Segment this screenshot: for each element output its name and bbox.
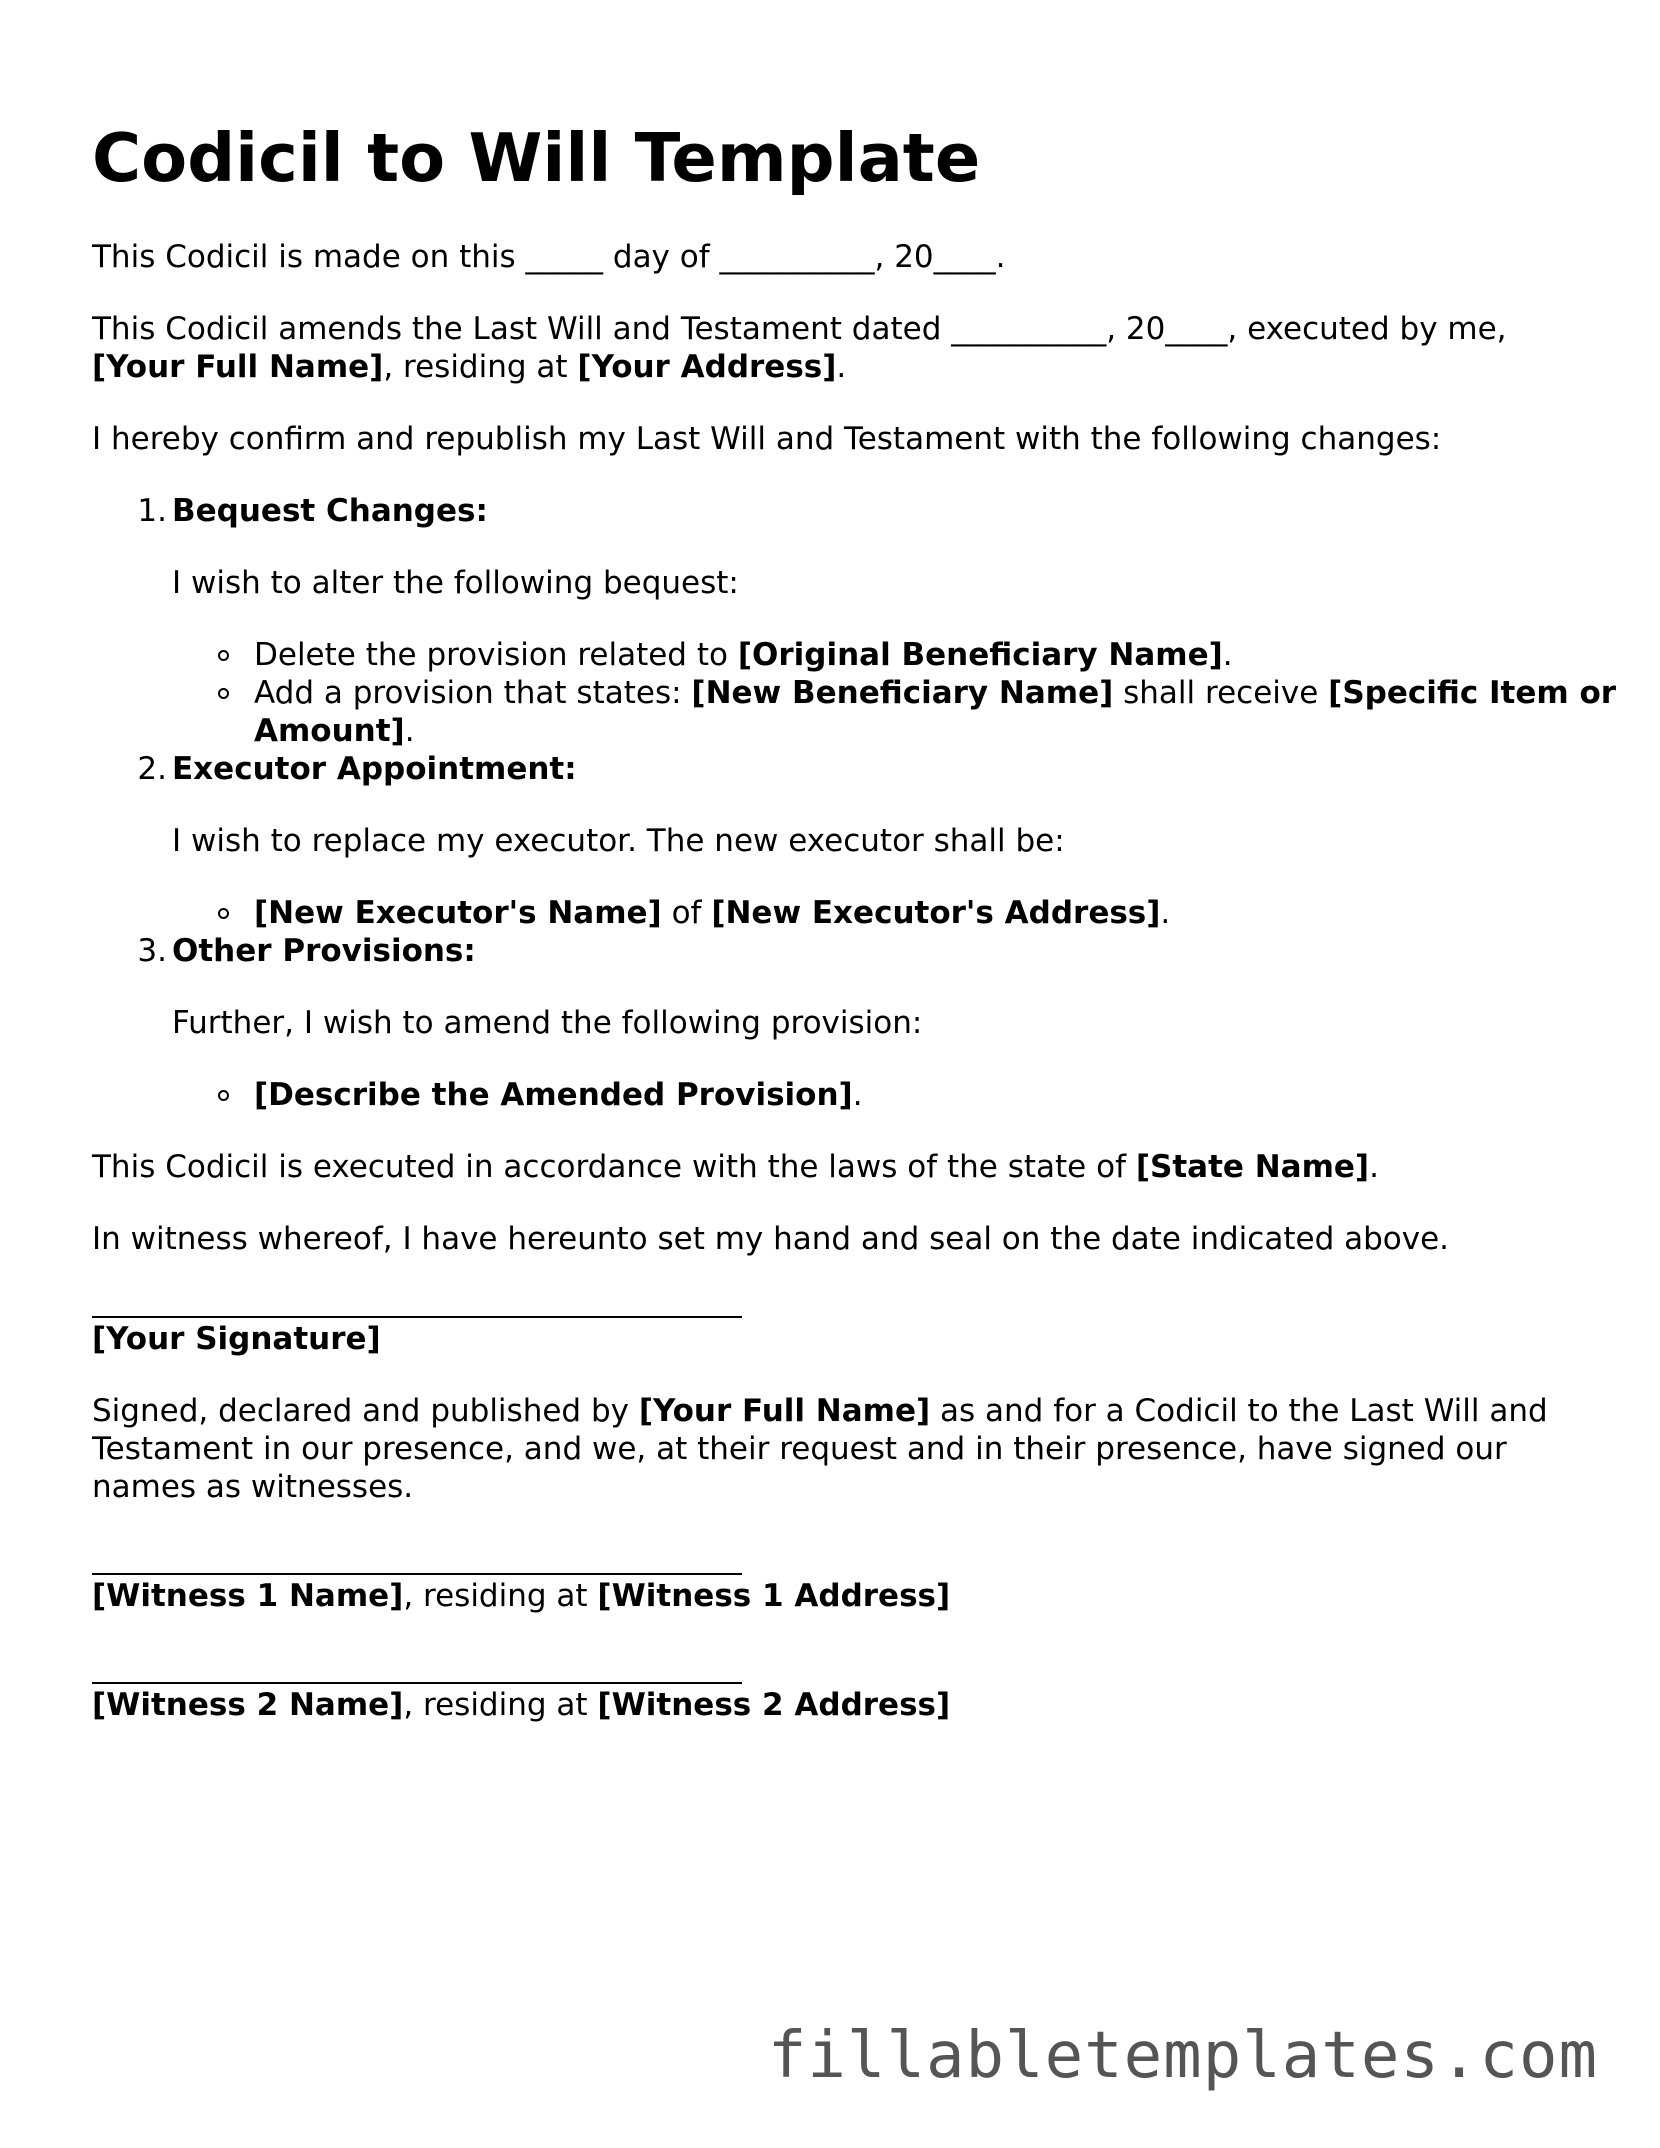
- laws-paragraph: [92, 1148, 1379, 1186]
- witness-mid: , residing at: [403, 1578, 598, 1614]
- list-item: [254, 674, 1624, 750]
- state-name-placeholder: [State Name]: [1135, 1149, 1370, 1185]
- witness-1-name-placeholder: [Witness 1 Name]: [92, 1578, 404, 1614]
- list-item: [254, 894, 1624, 932]
- section-1-intro: I wish to alter the following bequest:: [172, 565, 739, 601]
- section-number: 1.: [137, 493, 167, 529]
- section-heading: Other Provisions:: [172, 933, 476, 969]
- section-heading: Executor Appointment:: [172, 751, 577, 787]
- witness-2-signature-line: [92, 1682, 742, 1684]
- signed-text-end: as and for a Codicil to the Last Will and Testament in our presence, and we, at their request and in their presence, have signed our names as witnesses.: [92, 1393, 1548, 1505]
- bullet-text: Delete the provision related to: [254, 637, 738, 673]
- signed-declared-paragraph: [92, 1392, 1562, 1506]
- witness-whereof-paragraph: In witness whereof, I have hereunto set my hand and seal on the date indicated above.: [92, 1221, 1450, 1257]
- amends-text: This Codicil amends the Last Will and Testament dated __________, 20____, executed by me,: [92, 311, 1507, 347]
- bullet-text: Add a provision that states:: [254, 675, 692, 711]
- section-heading: Bequest Changes:: [172, 493, 488, 529]
- new-executor-name-placeholder: [New Executor's Name]: [254, 895, 662, 931]
- bullet-mid: shall receive: [1113, 675, 1329, 711]
- witness-2-address-placeholder: [Witness 2 Address]: [597, 1687, 951, 1723]
- new-executor-address-placeholder: [New Executor's Address]: [711, 895, 1161, 931]
- bullet-end: .: [852, 1077, 863, 1113]
- circle-bullet-icon: [218, 688, 229, 699]
- bullet-mid: of: [661, 895, 712, 931]
- watermark-text: fillabletemplates.com: [767, 2019, 1598, 2093]
- section-3-intro: Further, I wish to amend the following provision:: [172, 1005, 923, 1041]
- circle-bullet-icon: [218, 908, 229, 919]
- circle-bullet-icon: [218, 650, 229, 661]
- bullet-end: .: [1160, 895, 1171, 931]
- specific-item-placeholder: [Specific Item or Amount]: [254, 675, 1617, 749]
- list-item: [254, 1076, 1624, 1114]
- list-item: [254, 636, 1624, 674]
- witness-2-line: [92, 1686, 950, 1724]
- section-number: 2.: [137, 751, 167, 787]
- amended-provision-placeholder: [Describe the Amended Provision]: [254, 1077, 853, 1113]
- witness-2-name-placeholder: [Witness 2 Name]: [92, 1687, 404, 1723]
- signature-line: [92, 1316, 742, 1318]
- your-address-placeholder: [Your Address]: [577, 349, 837, 385]
- amends-paragraph: [92, 310, 1592, 386]
- circle-bullet-icon: [218, 1090, 229, 1101]
- witness-1-signature-line: [92, 1573, 742, 1575]
- signature-label: [Your Signature]: [92, 1321, 381, 1357]
- amends-end-text: .: [836, 349, 847, 385]
- new-beneficiary-placeholder: [New Beneficiary Name]: [691, 675, 1114, 711]
- signed-text: Signed, declared and published by: [92, 1393, 639, 1429]
- witness-mid: , residing at: [403, 1687, 598, 1723]
- your-full-name-placeholder: [Your Full Name]: [638, 1393, 931, 1429]
- amends-mid-text: , residing at: [383, 349, 578, 385]
- witness-1-line: [92, 1577, 950, 1615]
- document-title: Codicil to Will Template: [92, 119, 981, 197]
- section-number: 3.: [137, 933, 167, 969]
- made-on-paragraph: This Codicil is made on this _____ day of __________, 20____.: [92, 239, 1006, 275]
- original-beneficiary-placeholder: [Original Beneficiary Name]: [737, 637, 1223, 673]
- bullet-end: .: [1222, 637, 1233, 673]
- section-2-intro: I wish to replace my executor. The new executor shall be:: [172, 823, 1065, 859]
- your-full-name-placeholder: [Your Full Name]: [92, 349, 384, 385]
- laws-end: .: [1369, 1149, 1379, 1185]
- bullet-end: .: [404, 713, 415, 749]
- witness-1-address-placeholder: [Witness 1 Address]: [597, 1578, 951, 1614]
- confirm-paragraph: I hereby confirm and republish my Last Will and Testament with the following changes:: [92, 421, 1442, 457]
- laws-text: This Codicil is executed in accordance with the laws of the state of: [92, 1149, 1136, 1185]
